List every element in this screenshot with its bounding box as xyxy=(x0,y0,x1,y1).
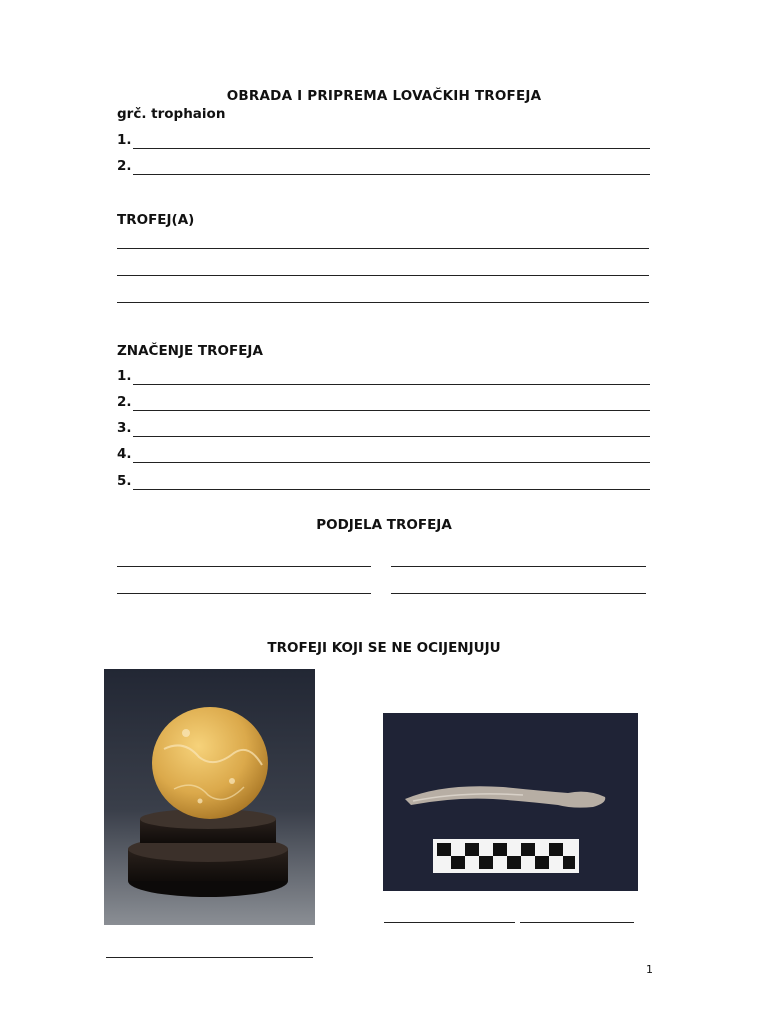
line-number: 3. xyxy=(117,420,132,436)
line-number: 2. xyxy=(117,158,132,174)
meaning-line-4[interactable] xyxy=(117,446,650,464)
line-number: 2. xyxy=(117,394,132,410)
bone-with-scale-photo xyxy=(383,713,638,891)
line-number: 1. xyxy=(117,368,132,384)
definition-line-2[interactable] xyxy=(117,275,649,276)
page-title: OBRADA I PRIPREMA LOVAČKIH TROFEJA xyxy=(226,88,542,104)
blank-rule xyxy=(133,384,650,385)
caption-line-right-1[interactable] xyxy=(384,922,515,923)
meaning-line-3[interactable] xyxy=(117,420,650,438)
line-number: 1. xyxy=(117,132,132,148)
blank-rule xyxy=(133,436,650,437)
section-heading-znacenje: ZNAČENJE TROFEJA xyxy=(117,343,263,359)
meaning-line-1[interactable] xyxy=(117,368,650,386)
division-line-right-2[interactable] xyxy=(391,593,646,594)
skull-on-pedestal-photo xyxy=(104,669,315,925)
blank-rule xyxy=(133,174,650,175)
caption-line-right-2[interactable] xyxy=(520,922,634,923)
line-number: 4. xyxy=(117,446,132,462)
caption-line-left[interactable] xyxy=(106,957,313,958)
blank-rule xyxy=(133,410,650,411)
blank-rule xyxy=(133,489,650,490)
line-number: 5. xyxy=(117,473,132,489)
definition-line-3[interactable] xyxy=(117,302,649,303)
blank-rule xyxy=(133,148,650,149)
section-heading-trofej: TROFEJ(A) xyxy=(117,212,195,228)
section-heading-podjela: PODJELA TROFEJA xyxy=(316,517,452,533)
answer-line-2[interactable] xyxy=(117,158,650,176)
page-subtitle: grč. trophaion xyxy=(117,106,226,122)
division-line-right-1[interactable] xyxy=(391,566,646,567)
section-heading-neocijenjuju: TROFEJI KOJI SE NE OCIJENJUJU xyxy=(267,640,501,656)
blank-rule xyxy=(133,462,650,463)
skull-on-pedestal-icon xyxy=(104,669,315,925)
division-line-left-2[interactable] xyxy=(117,593,371,594)
bone-with-scale-bar-icon xyxy=(383,713,638,891)
meaning-line-5[interactable] xyxy=(117,473,650,491)
definition-line-1[interactable] xyxy=(117,248,649,249)
answer-line-1[interactable] xyxy=(117,132,650,150)
meaning-line-2[interactable] xyxy=(117,394,650,412)
division-line-left-1[interactable] xyxy=(117,566,371,567)
page-number: 1 xyxy=(646,963,653,976)
